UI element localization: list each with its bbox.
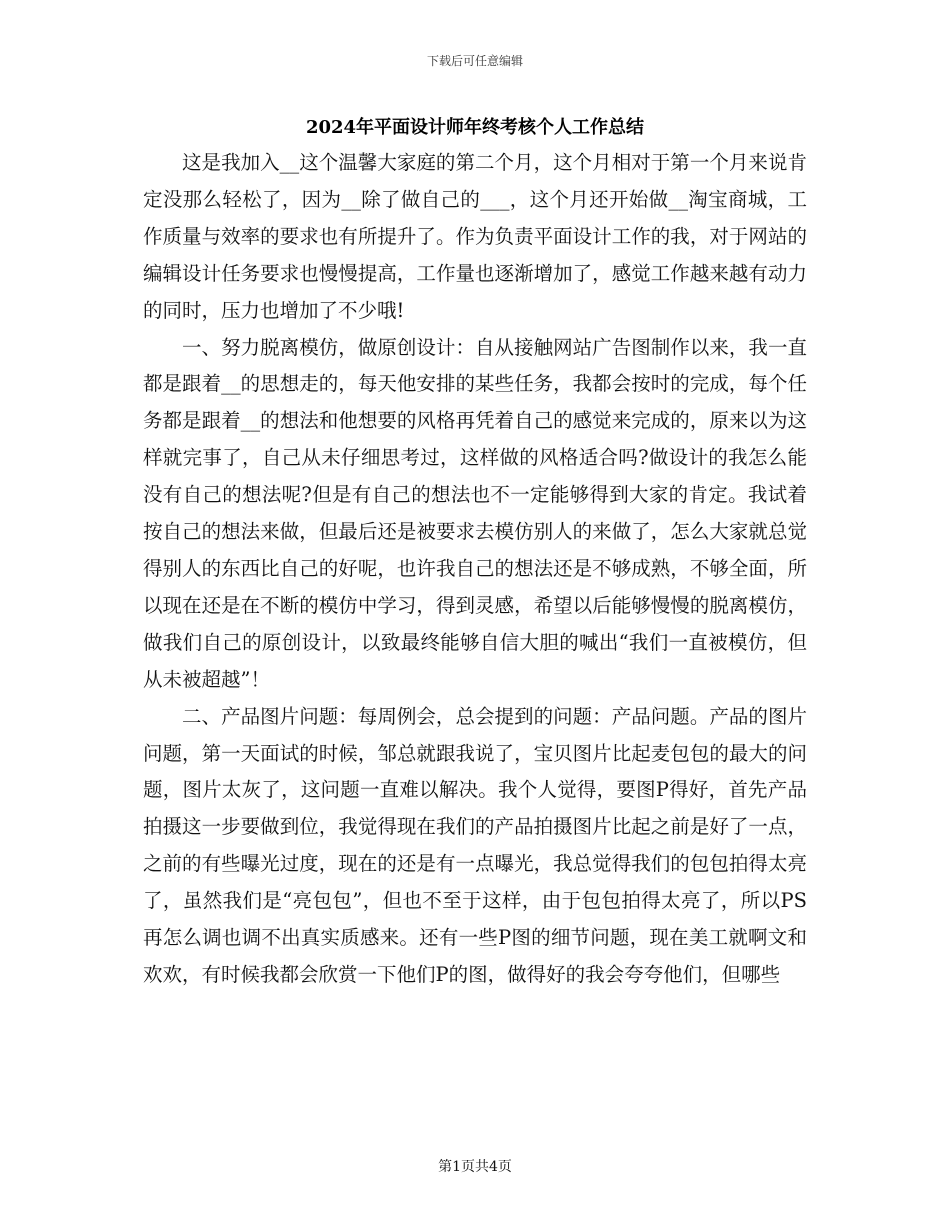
document-title: 2024年平面设计师年终考核个人工作总结	[305, 117, 645, 138]
page-header-note: 下载后可任意编辑	[426, 54, 523, 68]
paragraph-section-1: 一、努力脱离模仿，做原创设计：自从接触网站广告图制作以来，我一直都是跟着__的思想走的，每天他安排的某些任务，我都会按时的完成，每个任务都是跟着__的想法和他想要的风格再凭着自己的感觉来完成的，原来以为这样就完事了，自己从未仔细思考过，这样做的风格适合吗?做设计的我怎么能没有自己的想法呢?但是有自己的想法也不一定能够得到大家的肯定。我试着按自己的想法来做，但最后还是被要求去模仿别人的来做了，怎么大家就总觉得别人的东西比自己的好呢，也许我自己的想法还是不够成熟，不够全面，所以现在还是在不断的模仿中学习，得到灵感，希望以后能够慢慢的脱离模仿，做我们自己的原创设计，以致最终能够自信大胆的喊出“我们一直被模仿，但从未被超越”！	[143, 335, 807, 691]
paragraph-section-2: 二、产品图片问题：每周例会，总会提到的问题：产品问题。产品的图片问题，第一天面试的时候，邹总就跟我说了，宝贝图片比起麦包包的最大的问题，图片太灰了，这问题一直难以解决。我个人觉得，要图P得好，首先产品拍摄这一步要做到位，我觉得现在我们的产品拍摄图片比起之前是好了一点，之前的有些曝光过度，现在的还是有一点曝光，我总觉得我们的包包拍得太亮了，虽然我们是“亮包包”，但也不至于这样，由于包包拍得太亮了，所以PS再怎么调也调不出真实质感来。还有一些P图的细节问题，现在美工就啊文和欢欢，有时候我都会欣赏一下他们P的图，做得好的我会夸夸他们，但哪些	[143, 704, 807, 986]
paragraph-intro: 这是我加入__这个温馨大家庭的第二个月，这个月相对于第一个月来说肯定没那么轻松了，因为__除了做自己的___，这个月还开始做__淘宝商城，工作质量与效率的要求也有所提升了。作为负责平面设计工作的我，对于网站的编辑设计任务要求也慢慢提高，工作量也逐渐增加了，感觉工作越来越有动力的同时，压力也增加了不少哦!	[143, 151, 807, 322]
document-body	[143, 145, 807, 994]
page-footer-number: 第1页共4页	[438, 1159, 512, 1175]
